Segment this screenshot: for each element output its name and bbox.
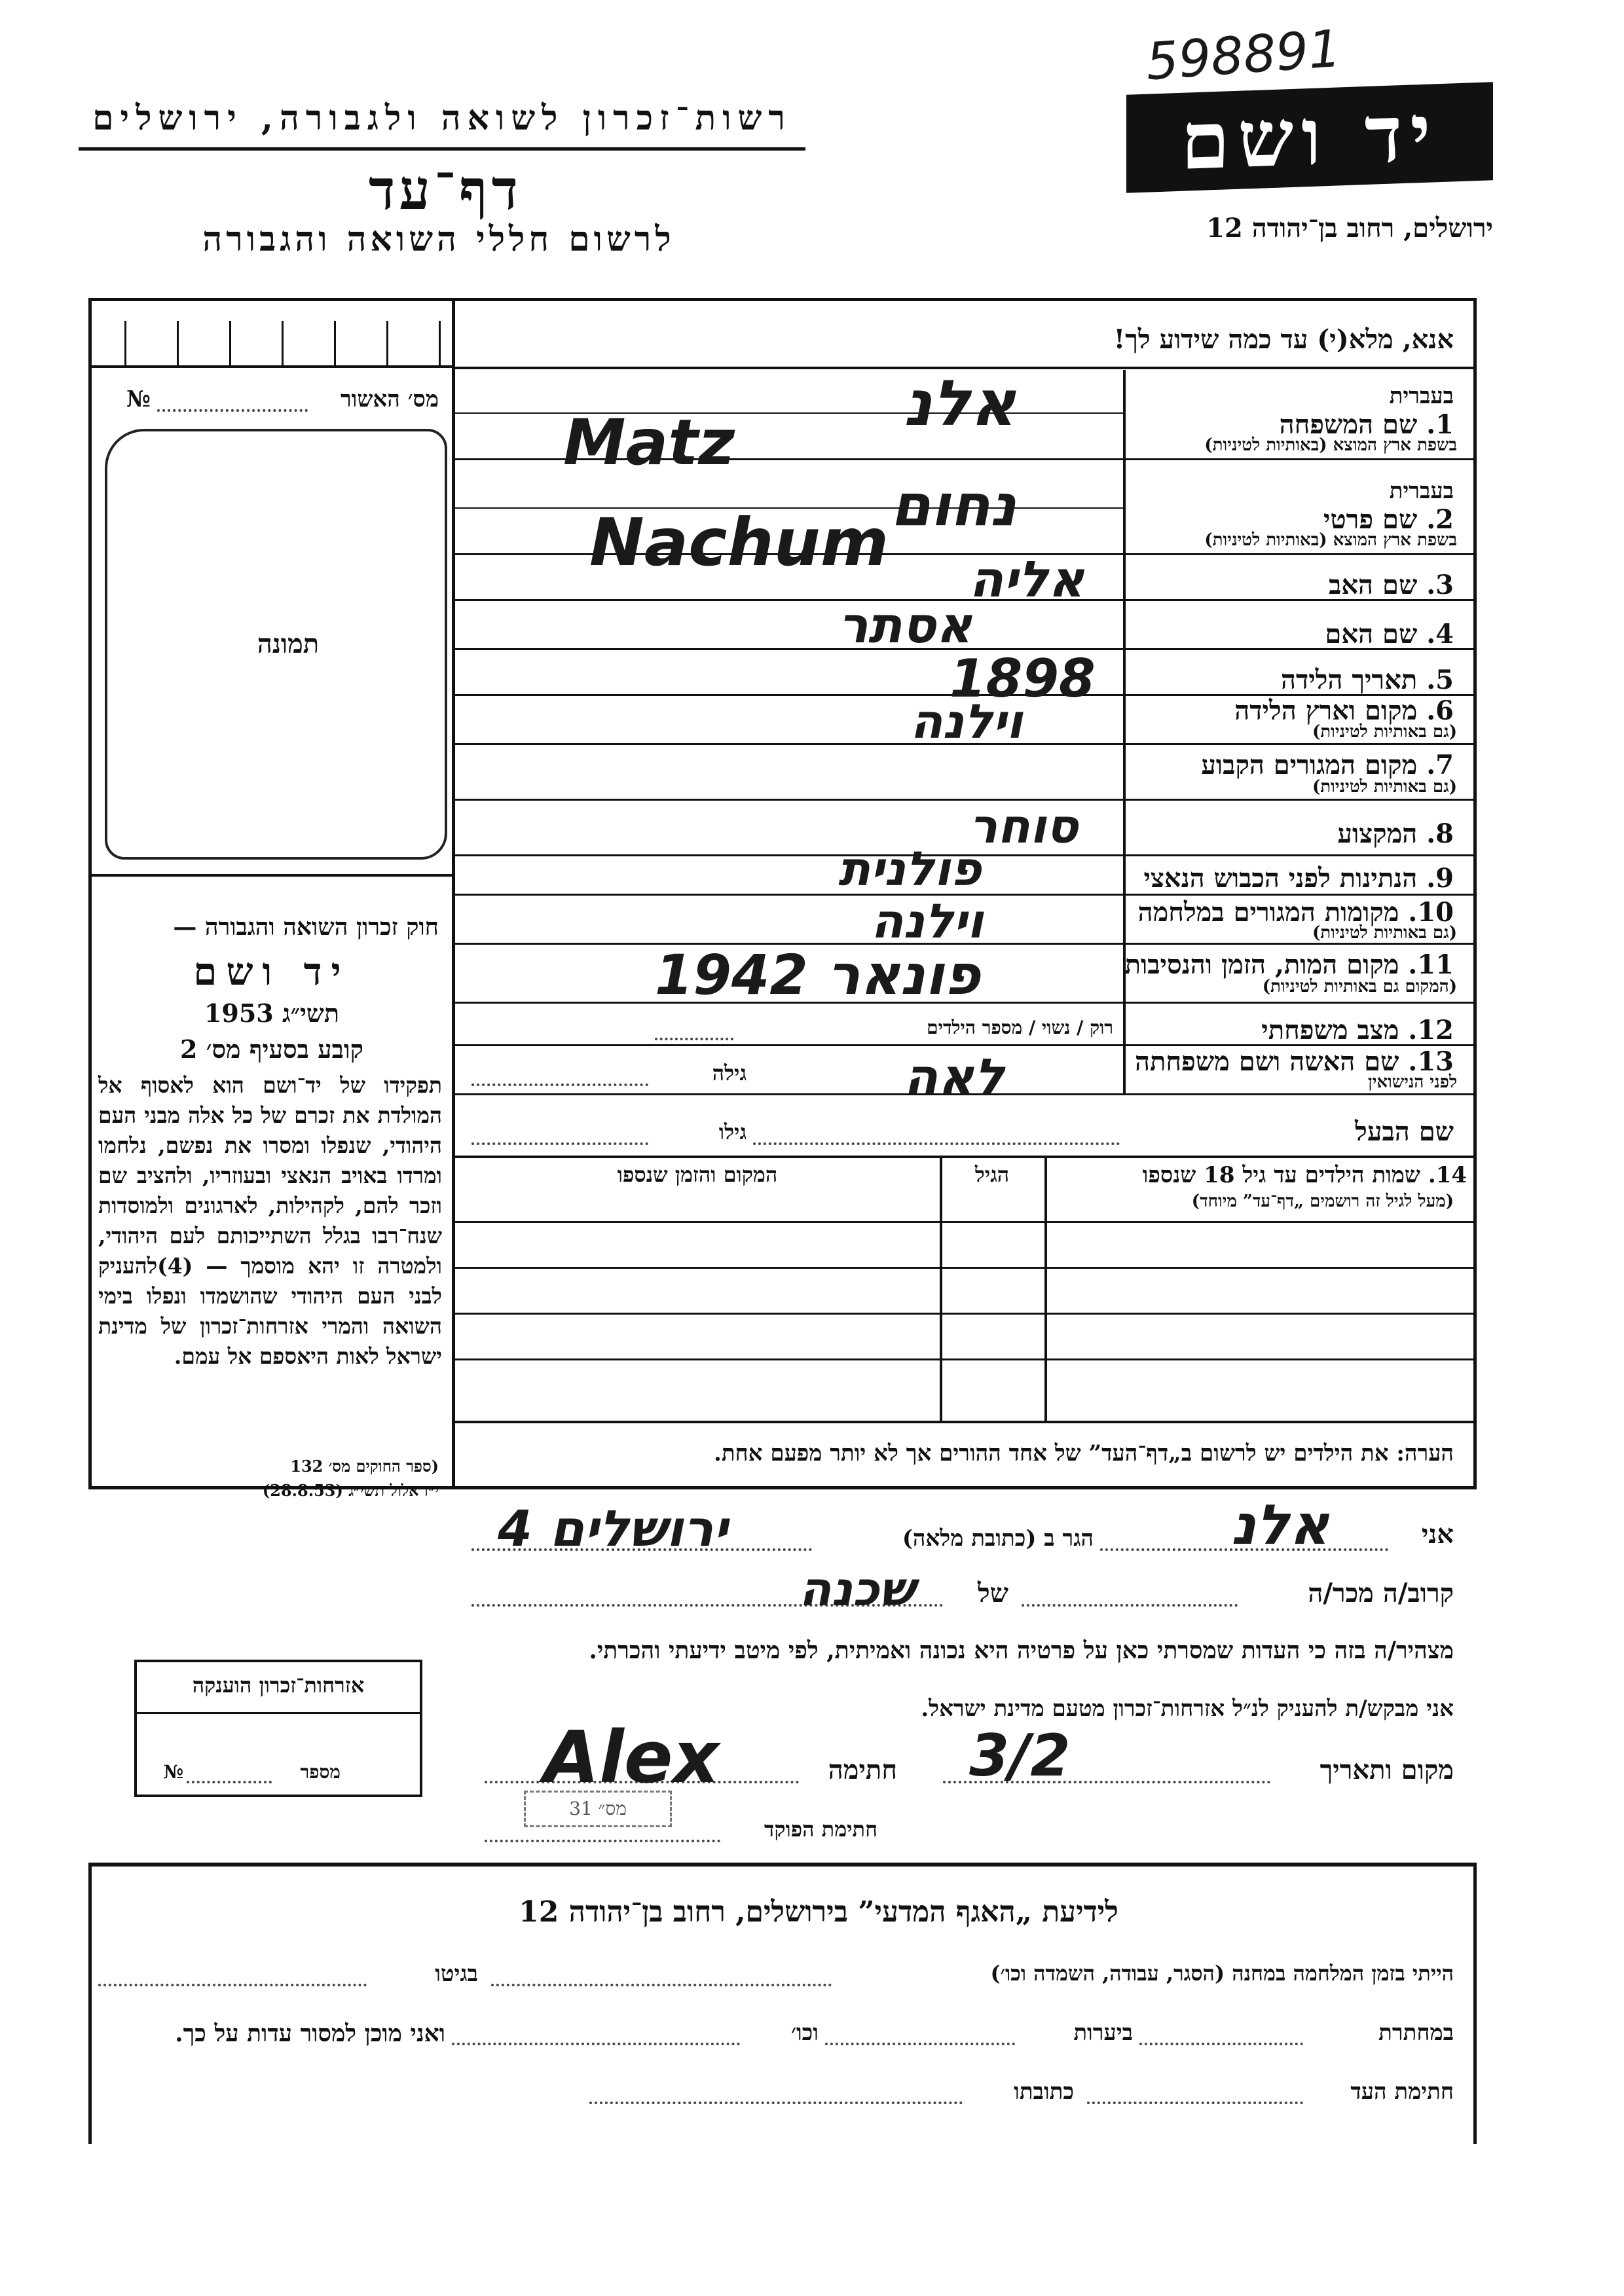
in-hebrew-1: בעברית <box>1389 383 1454 409</box>
field-10-text: מקומות המגורים במלחמה <box>1137 897 1399 928</box>
underground-label: במחתרת <box>1378 2020 1454 2046</box>
hw-witness-name: אלנ <box>1231 1493 1330 1557</box>
hw-signature: Alex <box>544 1715 720 1799</box>
authority-line: רשות־זכרון לשואה ולגבורה, ירושלים <box>92 98 792 138</box>
field-7-num: 7. <box>1426 750 1454 780</box>
husband-age-dots <box>471 1142 648 1145</box>
archive-number: 598891 <box>1144 19 1343 92</box>
hw-death-info: פונאר 1942 <box>655 943 980 1007</box>
relative-dots <box>1022 1604 1238 1607</box>
law-citation-1: (ספר החוקים מס׳ 132 <box>290 1457 439 1476</box>
hw-birth-year: 1898 <box>950 648 1096 709</box>
field-11-num: 11. <box>1408 949 1454 980</box>
field-11-text: מקום המות, הזמן והנסיבות <box>1124 949 1399 980</box>
bottom-separator <box>88 1863 1477 1867</box>
approval-label: מס׳ האשור <box>340 386 439 412</box>
address-label: כתובתו <box>1014 2079 1074 2105</box>
forests-dots <box>825 2043 1015 2045</box>
children-divider-2 <box>940 1156 942 1421</box>
logo-text: יד ושם <box>1181 86 1439 188</box>
field-8-text: המקצוע <box>1337 818 1418 849</box>
field-13-text: שם האשה ושם משפחתה <box>1134 1046 1399 1077</box>
forests-label: ביערות <box>1073 2020 1133 2046</box>
field-13-num: 13. <box>1408 1046 1454 1077</box>
hw-relation: שכנה <box>799 1561 915 1616</box>
hw-place-date: 3/2 <box>969 1722 1071 1789</box>
field-11-label <box>1124 949 1454 980</box>
witness-lives-label: הגר ב (כתובת מלאה) <box>902 1525 1094 1552</box>
children-note: הערה: את הילדים יש לרשום ב„דף־העד” של אחד ההורים אך לא יותר מפעם אחת. <box>713 1440 1454 1467</box>
col-age-header: הגיל <box>974 1162 1010 1187</box>
address-dots <box>589 2102 963 2104</box>
husband-age-label: גילו <box>718 1120 747 1144</box>
husband-dots <box>753 1142 1120 1145</box>
memorial-divider <box>134 1712 422 1714</box>
witness-sig-dots <box>1087 2102 1303 2104</box>
children-sub: (מעל לגיל זה רושמים „דף־עד” מיוחד) <box>1191 1192 1454 1211</box>
field-8-label <box>1133 818 1454 849</box>
field-1-sub: בשפת ארץ המוצא (באותיות לטיניות) <box>1204 435 1457 455</box>
authority-underline <box>79 147 805 151</box>
children-label: 14. שמות הילדים עד גיל 18 שנספו <box>1142 1162 1467 1188</box>
field-12-text: מצב משפחתי <box>1261 1015 1399 1046</box>
field-3-num: 3. <box>1426 570 1454 600</box>
husband-label: שם הבעל <box>1355 1116 1454 1147</box>
ready-line: ואני מוכן למסור עדות על כך. <box>175 2020 445 2047</box>
place-date-label: מקום ותאריך <box>1320 1755 1454 1785</box>
field-4-text: שם האם <box>1325 619 1418 649</box>
field-12-num: 12. <box>1408 1015 1454 1046</box>
field-7-sub: (גם באותיות לטיניות) <box>1312 777 1457 797</box>
camp-line: הייתי בזמן המלחמה במחנה (הסגר, עבודה, השמדה וכו׳) <box>990 1961 1454 1986</box>
witness-sig-label: חתימת העד <box>1350 2079 1454 2105</box>
field-3-label <box>1133 570 1454 600</box>
hw-wife: לאה <box>904 1048 1005 1106</box>
field-9-label <box>1133 863 1454 894</box>
ghetto-label: בגיטו <box>435 1961 478 1987</box>
field-2-sub: בשפת ארץ המוצא (באותיות לטיניות) <box>1204 530 1457 550</box>
memorial-number-dots <box>187 1781 272 1783</box>
hw-birthplace: וילנה <box>910 694 1023 749</box>
declaration: מצהיר/ה בזה כי העדות שמסרתי כאן על פרטיה היא נכונה ואמיתית, לפי מיטב ידיעתי והכרתי. <box>589 1637 1454 1664</box>
field-6-text: מקום וארץ הלידה <box>1234 695 1418 726</box>
field-6-label <box>1133 695 1454 726</box>
ghetto-dots <box>98 1984 367 1986</box>
address-line: ירושלים, רחוב בן־יהודה 12 <box>1206 213 1493 244</box>
signature-label: חתימה <box>828 1755 897 1785</box>
witness-i: אני <box>1421 1519 1454 1550</box>
field-6-num: 6. <box>1426 695 1454 726</box>
wife-age-label: גילה <box>712 1061 747 1085</box>
request: אני מבקש/ת להעניק לנ״ל אזרחות־זכרון מטעם מדינת ישראל. <box>921 1696 1454 1722</box>
officer-signature-label: חתימת הפוקד <box>764 1817 877 1842</box>
law-body: תפקידו של יד־ושם הוא לאסוף אל המולדת את זכרם של כל אלה מבני העם היהודי, שנפלו ומסרו את נפשם, נלחמו ומרדו באויב הנאצי ובעוזריו, ולהציב שם וזכר להם, לקהילות, לארגונים ולמוסדות שנח־רבו בגלל השתייכותם לעם היהודי, ולמטרה זו יהא מוסמך — (4)להעניק לבני העם היהודי שהושמדו ונפלו בימי השואה והמרי אזרחות־זכרון של מדינת ישראל לאות היאספם אל עמם. <box>98 1072 442 1369</box>
field-10-num: 10. <box>1408 897 1454 928</box>
field-8-num: 8. <box>1426 818 1454 849</box>
memorial-number-label: מספר <box>300 1761 341 1783</box>
page-subtitle: לרשום חללי השואה והגבורה <box>202 219 675 259</box>
hw-profession: סוחר <box>969 799 1079 854</box>
hw-wartime-place: וילנה <box>871 894 984 949</box>
field-9-text: הנתינות לפני הכבוש הנאצי <box>1143 863 1418 894</box>
law-name: יד ושם <box>193 949 350 994</box>
approval-dots <box>157 409 308 412</box>
children-divider-1 <box>1044 1156 1047 1421</box>
bottom-left-border <box>88 1863 92 2144</box>
hw-mother: אסתר <box>838 596 972 654</box>
field-1-text: שם המשפחה <box>1279 409 1418 440</box>
yad-vashem-logo <box>1126 82 1493 193</box>
photo-label: תמונה <box>257 629 320 659</box>
field-5-label <box>1133 665 1454 695</box>
field-5-num: 5. <box>1426 665 1454 695</box>
underground-dots <box>1139 2043 1303 2045</box>
field-10-sub: (גם באותיות לטיניות) <box>1312 923 1457 943</box>
field-4-num: 4. <box>1426 619 1454 649</box>
photo-bottom-line <box>92 874 452 877</box>
hw-nationality: פולנית <box>838 841 982 896</box>
law-citation-2: י״ז אלול תשי״ג (28.8.53) <box>262 1481 439 1500</box>
field-5-text: תאריך הלידה <box>1281 665 1418 695</box>
husband-row-bottom <box>455 1156 1477 1158</box>
page-title: דף־עד <box>368 157 522 222</box>
field-6-sub: (גם באותיות לטיניות) <box>1312 722 1457 742</box>
field-1-num: 1. <box>1426 409 1454 440</box>
marital-options: רוק / נשוי / מספר הילדים <box>927 1017 1113 1038</box>
officer-signature-dots <box>485 1840 720 1842</box>
bottom-heading: לידיעת „האגף המדעי” בירושלים, רחוב בן־יהודה 12 <box>519 1895 1118 1929</box>
relative-label: קרוב/ה מכר/ה <box>1308 1578 1454 1609</box>
hw-surname-lat: Matz <box>563 406 735 479</box>
marital-dots <box>655 1038 733 1040</box>
etc-dots <box>452 2043 740 2045</box>
field-12-label <box>1133 1015 1454 1046</box>
approval-cells <box>124 321 452 367</box>
law-year: תשי״ג 1953 <box>204 998 340 1028</box>
fill-instruction: אנא, מלא(י) עד כמה שידוע לך! <box>1113 324 1454 355</box>
law-section: קובע בסעיף מס׳ 2 <box>179 1034 364 1064</box>
of-label: של <box>977 1578 1008 1609</box>
etc-label: וכו׳ <box>791 2020 819 2046</box>
hw-given-lat: Nachum <box>589 504 889 581</box>
col-place-header: המקום והזמן שנספו <box>617 1162 778 1187</box>
hw-surname-he: אלנ <box>904 367 1016 440</box>
label-column-divider <box>1123 370 1126 1093</box>
field-11-sub: (המקום גם באותיות לטיניות) <box>1262 977 1457 996</box>
approval-no: № <box>126 386 151 412</box>
camp-dots <box>491 1984 832 1986</box>
field-2-num: 2. <box>1426 504 1454 535</box>
field-9-num: 9. <box>1426 863 1454 894</box>
law-title: חוק זכרון השואה והגבורה — <box>173 913 439 941</box>
stamp-text: מס״ 31 <box>569 1798 627 1819</box>
wife-age-dots <box>471 1084 648 1086</box>
memorial-no-sign: № <box>163 1761 183 1783</box>
field-7-text: מקום המגורים הקבוע <box>1201 750 1418 780</box>
hw-father: אליה <box>969 550 1084 608</box>
field-3-text: שם האב <box>1329 570 1418 600</box>
field-13-sub: לפני הנישואין <box>1367 1072 1457 1092</box>
in-hebrew-2: בעברית <box>1389 478 1454 504</box>
bottom-right-border <box>1473 1863 1477 2144</box>
hw-given-he: נחום <box>891 471 1016 539</box>
field-7-label <box>1133 750 1454 780</box>
memorial-title: אזרחות־זכרון הוענקה <box>192 1673 365 1698</box>
field-2-text: שם פרטי <box>1323 504 1418 535</box>
hw-witness-address: ירושלים 4 <box>498 1499 728 1558</box>
field-4-label <box>1133 619 1454 649</box>
